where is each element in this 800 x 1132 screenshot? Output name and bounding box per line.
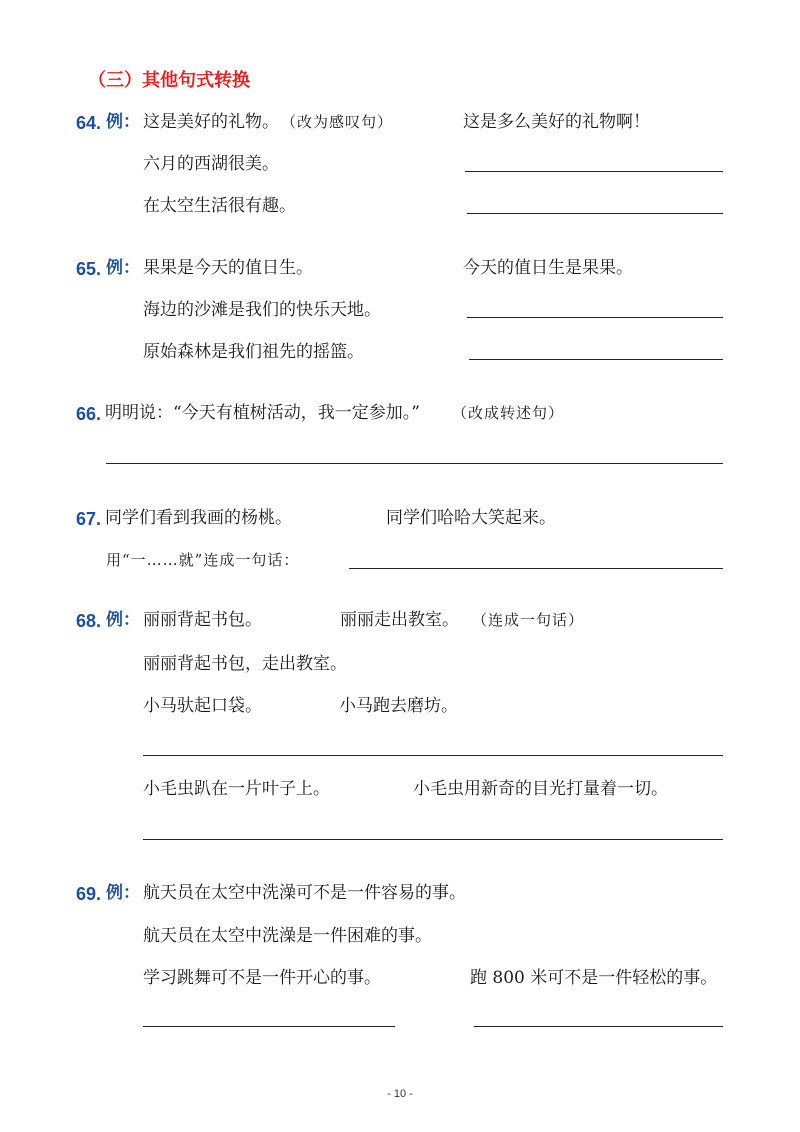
q66-text: 明明说：“今天有植树活动，我一定参加。” [105, 403, 420, 423]
section-title: （三）其他句式转换 [88, 70, 250, 91]
question-number-64: 64. [76, 113, 102, 133]
q69-answer-line-1[interactable] [143, 1026, 395, 1027]
q68-item-2-part-2: 小毛虫用新奇的目光打量着一切。 [413, 779, 668, 799]
q69-example: 航天员在太空中洗澡可不是一件容易的事。 [143, 883, 466, 903]
q68-example-part-2: 丽丽走出教室。 [340, 610, 459, 630]
q64-example: 这是美好的礼物。 [143, 112, 279, 132]
q65-item-1: 海边的沙滩是我们的快乐天地。 [143, 300, 381, 320]
question-number-67: 67. [76, 509, 102, 529]
q68-instruction: （连成一句话） [472, 611, 585, 629]
q69-item-1: 学习跳舞可不是一件开心的事。 [143, 968, 381, 988]
q64-item-1: 六月的西湖很美。 [143, 154, 279, 174]
page-number: - 10 - [387, 1088, 413, 1100]
q68-item-1-part-1: 小马驮起口袋。 [143, 696, 262, 716]
q69-item-2: 跑 800 米可不是一件轻松的事。 [470, 968, 718, 988]
question-number-66: 66. [76, 404, 102, 424]
question-number-68: 68. [76, 611, 102, 631]
example-label: 例： [106, 258, 140, 278]
q64-instruction: （改为感叹句） [281, 113, 394, 131]
q69-answer-line-2[interactable] [474, 1026, 723, 1027]
question-number-65: 65. [76, 259, 102, 279]
q66-answer-line[interactable] [106, 463, 723, 464]
q65-item-2: 原始森林是我们祖先的摇篮。 [143, 342, 364, 362]
q65-example: 果果是今天的值日生。 [143, 258, 313, 278]
q68-answer-line-1[interactable] [143, 755, 723, 756]
q68-item-2-part-1: 小毛虫趴在一片叶子上。 [143, 779, 330, 799]
example-label: 例： [106, 112, 140, 132]
q65-answer-example: 今天的值日生是果果。 [463, 258, 633, 278]
q67-part-2: 同学们哈哈大笑起来。 [386, 508, 556, 528]
q69-example-answer: 航天员在太空中洗澡是一件困难的事。 [143, 926, 432, 946]
q65-answer-line-1[interactable] [467, 317, 723, 318]
example-label: 例： [106, 610, 140, 630]
q67-answer-line[interactable] [349, 568, 723, 569]
q64-answer-line-1[interactable] [465, 171, 723, 172]
q67-instruction: 用“一……就”连成一句话： [106, 551, 300, 569]
q64-item-2: 在太空生活很有趣。 [143, 196, 296, 216]
q68-example-answer: 丽丽背起书包，走出教室。 [143, 654, 347, 674]
q64-answer-line-2[interactable] [467, 213, 723, 214]
q68-example-part-1: 丽丽背起书包。 [143, 610, 262, 630]
q68-item-1-part-2: 小马跑去磨坊。 [339, 696, 458, 716]
q64-answer-example: 这是多么美好的礼物啊！ [463, 112, 650, 132]
question-number-69: 69. [76, 884, 102, 904]
q67-part-1: 同学们看到我画的杨桃。 [105, 508, 292, 528]
example-label: 例： [106, 883, 140, 903]
q66-instruction: （改成转述句） [452, 404, 565, 422]
q65-answer-line-2[interactable] [469, 359, 723, 360]
q68-answer-line-2[interactable] [143, 839, 723, 840]
